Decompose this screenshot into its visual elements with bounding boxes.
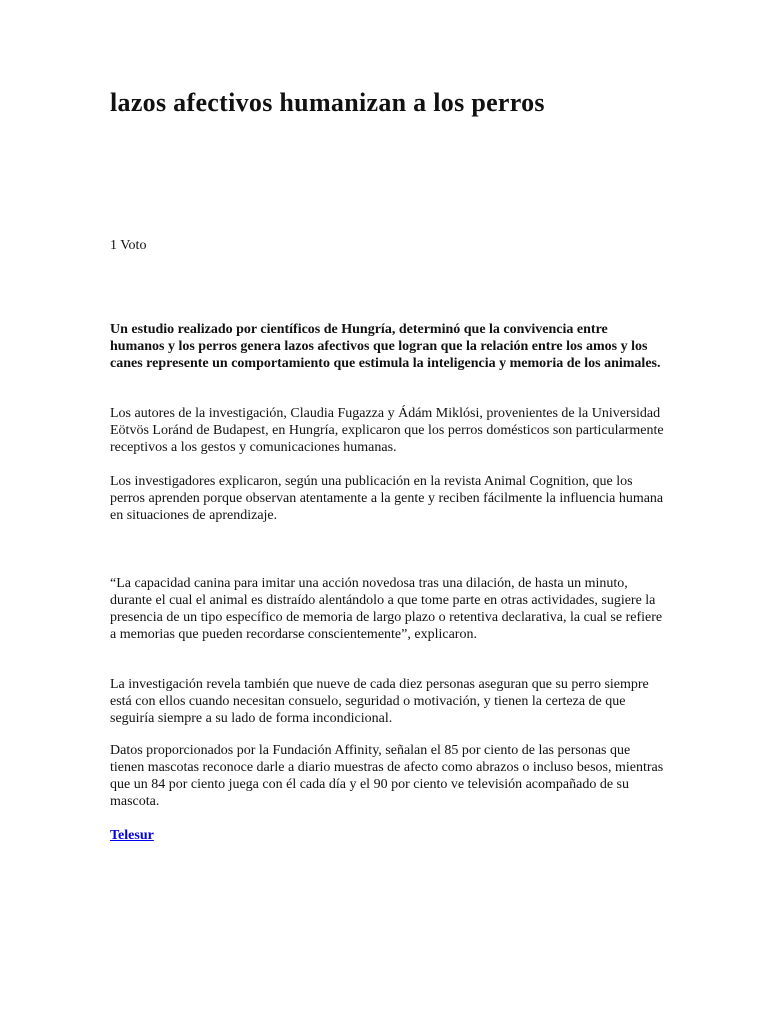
paragraph-authors: Los autores de la investigación, Claudia Fugazza y Ádám Miklósi, provenientes de la Universidad Eötvös Loránd de Budapest, en Hungría, explicaron que los perros domésticos son particularmente receptivos a los gestos y comunicaciones humanas. xyxy=(110,406,664,455)
paragraph-survey: La investigación revela también que nueve de cada diez personas aseguran que su perro siempre está con ellos cuando necesitan consuelo, seguridad o motivación, y tienen la certeza de que seguiría siempre a su lado de forma incondicional. xyxy=(110,677,649,726)
paragraph-affinity-data: Datos proporcionados por la Fundación Affinity, señalan el 85 por ciento de las personas que tienen mascotas reconoce darle a diario muestras de afecto como abrazos o incluso besos, mientras que un 84 por ciento juega con él cada día y el 90 por ciento ve televisión acompañado de su mascota. xyxy=(110,743,664,809)
source-link[interactable]: Telesur xyxy=(110,828,154,843)
article-title: lazos afectivos humanizan a los perros xyxy=(110,88,545,117)
vote-count: 1 Voto xyxy=(110,238,147,253)
paragraph-quote: “La capacidad canina para imitar una acción novedosa tras una dilación, de hasta un minuto, durante el cual el animal es distraído alentándolo a que tome parte en otras actividades, sugiere la presencia de un tipo específico de memoria de largo plazo o retentiva declarativa, la cual se refiere a memorias que pueden recordarse conscientemente”, explicaron. xyxy=(110,576,663,642)
article-lead: Un estudio realizado por científicos de Hungría, determinó que la convivencia entre humanos y los perros genera lazos afectivos que logran que la relación entre los amos y los canes represente un comportamiento que estimula la inteligencia y memoria de los animales. xyxy=(110,322,661,371)
paragraph-publication: Los investigadores explicaron, según una publicación en la revista Animal Cognition, que los perros aprenden porque observan atentamente a la gente y reciben fácilmente la influencia humana en situaciones de aprendizaje. xyxy=(110,474,664,523)
